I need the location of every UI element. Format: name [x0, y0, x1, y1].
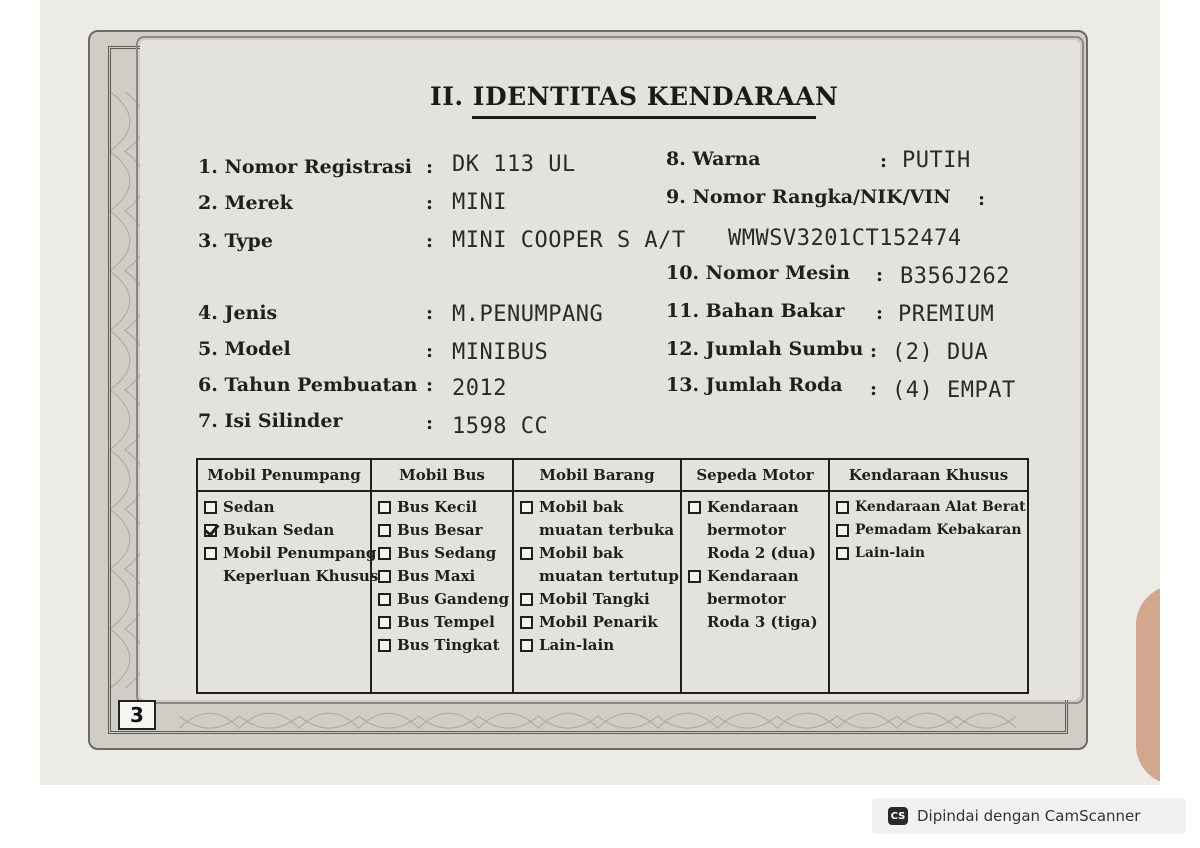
option-label-continuation: bermotor: [707, 590, 786, 608]
option-label: Bus Maxi: [397, 567, 476, 585]
option-label: Bus Kecil: [397, 498, 478, 516]
field-colon: :: [870, 340, 878, 362]
field-value-warna: PUTIH: [902, 148, 971, 173]
category-option[interactable]: [372, 588, 512, 611]
checkbox[interactable]: [378, 524, 391, 537]
option-label: Mobil Tangki: [539, 590, 650, 608]
field-label-merek: 2. Merek: [198, 192, 293, 214]
category-option[interactable]: [372, 496, 512, 519]
category-column-sepeda-motor: [682, 460, 830, 692]
category-option[interactable]: [372, 519, 512, 542]
vehicle-category-table: [196, 458, 1029, 694]
field-colon: :: [426, 192, 434, 214]
field-value-nomor-mesin: B356J262: [900, 264, 1010, 289]
category-column-mobil-bus: [372, 460, 514, 692]
option-label: Mobil Penumpang: [223, 544, 377, 562]
field-colon: :: [978, 188, 986, 210]
checkbox[interactable]: [204, 501, 217, 514]
field-label-jumlah-roda: 13. Jumlah Roda: [666, 374, 843, 396]
category-option[interactable]: [514, 634, 680, 657]
field-colon: :: [426, 156, 434, 178]
field-colon: :: [426, 302, 434, 324]
field-colon: :: [876, 264, 884, 286]
field-label-nomor-registrasi: 1. Nomor Registrasi: [198, 156, 412, 178]
field-colon: :: [426, 374, 434, 396]
option-label: Sedan: [223, 498, 275, 516]
option-label-continuation: Roda 3 (tiga): [707, 613, 818, 631]
field-value-isi-silinder: 1598 CC: [452, 414, 549, 439]
option-label-continuation: Roda 2 (dua): [707, 544, 816, 562]
field-label-jumlah-sumbu: 12. Jumlah Sumbu: [666, 338, 864, 360]
category-option[interactable]: [372, 634, 512, 657]
field-label-nomor-mesin: 10. Nomor Mesin: [666, 262, 850, 284]
option-label: Bus Tingkat: [397, 636, 500, 654]
category-column-mobil-barang: [514, 460, 682, 692]
category-option[interactable]: [514, 588, 680, 611]
checkbox[interactable]: [204, 547, 217, 560]
field-value-merek: MINI: [452, 190, 507, 215]
field-label-model: 5. Model: [198, 338, 291, 360]
column-header: Kendaraan Khusus: [830, 460, 1027, 492]
field-colon: :: [426, 230, 434, 252]
option-label-continuation: muatan tertutup: [539, 567, 679, 585]
checkbox[interactable]: [378, 639, 391, 652]
field-value-nomor-rangka: WMWSV3201CT152474: [728, 226, 962, 251]
category-option[interactable]: [198, 496, 370, 519]
field-value-model: MINIBUS: [452, 340, 549, 365]
option-label: Kendaraan: [707, 498, 799, 516]
category-column-mobil-penumpang: [198, 460, 379, 692]
checkbox[interactable]: [378, 616, 391, 629]
checkbox[interactable]: [520, 501, 533, 514]
category-column-kendaraan-khusus: [830, 460, 1027, 692]
field-value-jumlah-roda: (4) EMPAT: [892, 378, 1016, 403]
field-value-type: MINI COOPER S A/T: [452, 228, 686, 253]
option-label: Pemadam Kebakaran: [855, 522, 1022, 538]
field-value-jumlah-sumbu: (2) DUA: [892, 340, 989, 365]
page-number: 3: [118, 700, 156, 730]
field-value-nomor-registrasi: DK 113 UL: [452, 152, 576, 177]
field-label-warna: 8. Warna: [666, 148, 761, 170]
category-option[interactable]: [830, 519, 1027, 542]
option-label-continuation: bermotor: [707, 521, 786, 539]
column-header: Mobil Penumpang: [198, 460, 370, 492]
category-option[interactable]: [682, 565, 828, 588]
field-label-isi-silinder: 7. Isi Silinder: [198, 410, 343, 432]
field-colon: :: [426, 340, 434, 362]
category-option[interactable]: [830, 542, 1027, 565]
option-label: Lain-lain: [539, 636, 615, 654]
field-label-bahan-bakar: 11. Bahan Bakar: [666, 300, 845, 322]
option-label: Bus Sedang: [397, 544, 497, 562]
field-colon: :: [870, 378, 878, 400]
category-option[interactable]: [198, 519, 370, 542]
column-header: Mobil Barang: [514, 460, 680, 492]
checkbox[interactable]: [688, 501, 701, 514]
camscanner-icon: CS: [888, 807, 908, 825]
field-label-type: 3. Type: [198, 230, 273, 252]
camscanner-text: Dipindai dengan CamScanner: [917, 807, 1141, 825]
title-underline: [472, 116, 816, 119]
checkbox[interactable]: [378, 570, 391, 583]
checkbox[interactable]: [836, 547, 849, 560]
checkbox[interactable]: [378, 547, 391, 560]
column-header: Mobil Bus: [372, 460, 512, 492]
option-label: Lain-lain: [855, 545, 926, 561]
category-option[interactable]: [514, 611, 680, 634]
field-value-tahun-pembuatan: 2012: [452, 376, 507, 401]
field-value-jenis: M.PENUMPANG: [452, 302, 604, 327]
checkbox-checked[interactable]: [204, 524, 217, 537]
holding-finger: [1136, 585, 1160, 785]
checkbox[interactable]: [378, 593, 391, 606]
checkbox[interactable]: [520, 593, 533, 606]
option-label: Mobil Penarik: [539, 613, 658, 631]
field-label-nomor-rangka: 9. Nomor Rangka/NIK/VIN: [666, 186, 951, 208]
checkbox[interactable]: [836, 524, 849, 537]
category-option[interactable]: [372, 565, 512, 588]
option-label: Bus Besar: [397, 521, 483, 539]
category-option[interactable]: [514, 496, 680, 519]
option-label-continuation: muatan terbuka: [539, 521, 675, 539]
option-label: Kendaraan: [707, 567, 799, 585]
column-header: Sepeda Motor: [682, 460, 828, 492]
field-colon: :: [876, 302, 884, 324]
section-title: II. IDENTITAS KENDARAAN: [430, 82, 839, 111]
category-option[interactable]: [830, 496, 1027, 519]
option-label: Bukan Sedan: [223, 521, 335, 539]
option-label: Kendaraan Alat Berat: [855, 499, 1026, 515]
checkbox[interactable]: [836, 501, 849, 514]
category-option[interactable]: [372, 542, 512, 565]
category-option[interactable]: [514, 542, 680, 565]
field-colon: :: [880, 150, 888, 172]
option-label: Mobil bak: [539, 498, 624, 516]
checkbox[interactable]: [520, 639, 533, 652]
checkbox[interactable]: [520, 547, 533, 560]
option-label: Mobil bak: [539, 544, 624, 562]
option-label-continuation: Keperluan Khusus: [223, 567, 379, 585]
field-label-jenis: 4. Jenis: [198, 302, 278, 324]
field-value-bahan-bakar: PREMIUM: [898, 302, 995, 327]
checkbox[interactable]: [688, 570, 701, 583]
checkbox[interactable]: [520, 616, 533, 629]
checkbox[interactable]: [378, 501, 391, 514]
camscanner-watermark: [872, 798, 1186, 834]
category-option[interactable]: [682, 496, 828, 519]
option-label: Bus Gandeng: [397, 590, 510, 608]
field-label-tahun-pembuatan: 6. Tahun Pembuatan: [198, 374, 418, 396]
category-option[interactable]: [372, 611, 512, 634]
option-label: Bus Tempel: [397, 613, 495, 631]
field-colon: :: [426, 412, 434, 434]
category-option[interactable]: [198, 542, 377, 565]
